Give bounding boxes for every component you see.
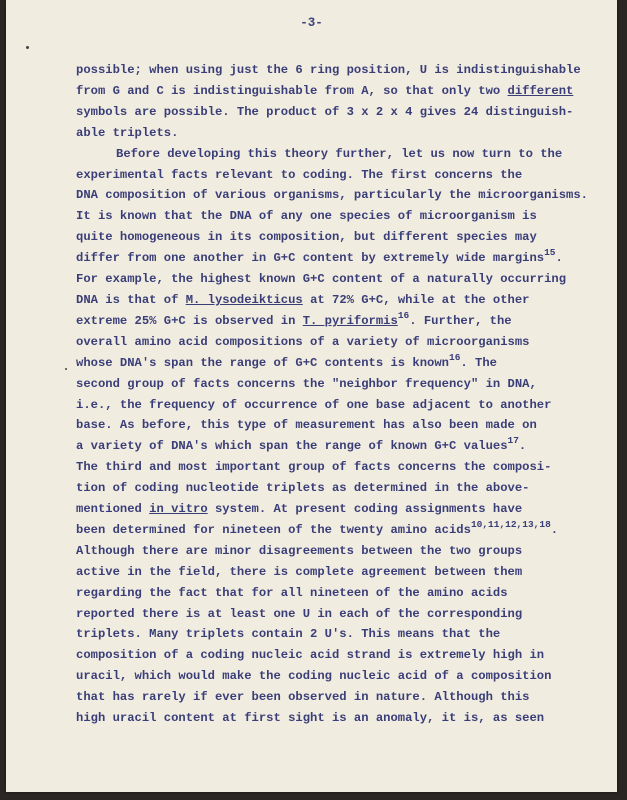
- text-run: The third and most important group of facts concerns the composi-: [76, 460, 552, 475]
- underlined-term: M. lysodeikticus: [185, 292, 303, 307]
- text-run: reported there is at least one U in each of the corresponding: [76, 606, 523, 621]
- text-line: [76, 165, 596, 186]
- paragraph: [76, 144, 596, 729]
- text-run: extreme 25% G+C is observed in: [76, 313, 303, 328]
- text-run: .: [518, 439, 527, 454]
- text-line: [76, 60, 596, 81]
- text-line: [76, 562, 596, 583]
- text-run: active in the field, there is complete agreement between them: [76, 564, 523, 579]
- text-line: [76, 499, 596, 520]
- text-run: .: [550, 522, 559, 537]
- paragraph: [76, 60, 596, 144]
- text-run: DNA composition of various organisms, particularly the microorganisms.: [76, 188, 588, 203]
- text-line: [76, 708, 596, 729]
- text-line: [76, 666, 596, 687]
- text-line: [76, 541, 596, 562]
- text-run: . The: [460, 355, 497, 370]
- text-line: [76, 144, 596, 165]
- text-line: [76, 687, 596, 708]
- text-run: regarding the fact that for all nineteen of the amino acids: [76, 585, 508, 600]
- citation-superscript: 16: [449, 351, 461, 363]
- text-line: [76, 457, 596, 478]
- text-run: Before developing this theory further, let us now turn to the: [116, 146, 563, 161]
- text-run: For example, the highest known G+C content of a naturally occurring: [76, 272, 567, 287]
- text-run: second group of facts concerns the "neighbor frequency" in DNA,: [76, 376, 537, 391]
- text-line: [76, 645, 596, 666]
- text-run: system. At present coding assignments have: [207, 502, 523, 517]
- text-run: at 72% G+C, while at the other: [302, 292, 530, 307]
- text-line: [76, 478, 596, 499]
- text-line: [76, 520, 596, 541]
- text-line: [76, 81, 596, 102]
- text-run: i.e., the frequency of occurrence of one base adjacent to another: [76, 397, 552, 412]
- citation-superscript: 16: [397, 309, 410, 321]
- text-run: It is known that the DNA of any one species of microorganism is: [76, 209, 537, 224]
- text-run: . Further, the: [409, 313, 512, 328]
- text-line: [76, 624, 596, 645]
- text-run: symbols are possible. The product of 3 x 2 x 4 gives 24 distinguish-: [76, 104, 574, 119]
- page-number: -3-: [300, 16, 323, 30]
- text-line: [76, 185, 596, 206]
- underlined-term: different: [507, 83, 574, 98]
- text-line: [76, 332, 596, 353]
- text-run: that has rarely if ever been observed in nature. Although this: [76, 690, 530, 705]
- text-run: mentioned: [76, 502, 150, 517]
- text-run: differ from one another in G+C content by extremely wide margins: [76, 251, 545, 266]
- citation-superscript: 10,11,12,13,18: [470, 518, 551, 530]
- text-run: been determined for nineteen of the twenty amino acids: [76, 522, 471, 537]
- body-text: [76, 60, 596, 729]
- text-line: [76, 311, 596, 332]
- text-run: composition of a coding nucleic acid strand is extremely high in: [76, 648, 545, 663]
- citation-superscript: 17: [507, 435, 519, 447]
- text-run: high uracil content at first sight is an anomaly, it is, as seen: [76, 711, 545, 726]
- ink-speck: [26, 46, 29, 49]
- text-line: [76, 227, 596, 248]
- text-run: experimental facts relevant to coding. The first concerns the: [76, 167, 523, 182]
- text-run: quite homogeneous in its composition, but different species may: [76, 230, 537, 245]
- ink-speck: [65, 368, 67, 370]
- typewritten-page: [6, 0, 617, 792]
- text-run: overall amino acid compositions of a variety of microorganisms: [76, 334, 530, 349]
- underlined-term: in vitro: [149, 502, 208, 517]
- text-run: possible; when using just the 6 ring position, U is indistinguishable: [76, 63, 581, 77]
- text-line: [76, 248, 596, 269]
- text-run: DNA is that of: [76, 292, 186, 307]
- text-run: triplets. Many triplets contain 2 U's. This means that the: [76, 627, 501, 642]
- text-line: [76, 415, 596, 436]
- text-run: uracil, which would make the coding nucleic acid of a composition: [76, 669, 552, 684]
- text-line: [76, 374, 596, 395]
- text-run: Although there are minor disagreements between the two groups: [76, 543, 523, 558]
- text-line: [76, 604, 596, 625]
- text-line: [76, 123, 596, 144]
- text-run: base. As before, this type of measurement has also been made on: [76, 418, 537, 433]
- text-line: [76, 206, 596, 227]
- text-run: able triplets.: [76, 125, 179, 140]
- text-line: [76, 583, 596, 604]
- underlined-term: T. pyriformis: [302, 313, 398, 328]
- text-run: tion of coding nucleotide triplets as determined in the above-: [76, 481, 530, 496]
- text-line: [76, 269, 596, 290]
- text-line: [76, 395, 596, 416]
- citation-superscript: 15: [544, 247, 556, 259]
- text-run: .: [555, 251, 563, 266]
- text-run: from G and C is indistinguishable from A, so that only two: [76, 83, 508, 98]
- text-run: a variety of DNA's which span the range of known G+C values: [76, 439, 508, 454]
- text-line: [76, 353, 596, 374]
- text-line: [76, 102, 596, 123]
- text-line: [76, 290, 596, 311]
- text-line: [76, 436, 596, 457]
- text-run: whose DNA's span the range of G+C contents is known: [76, 355, 449, 370]
